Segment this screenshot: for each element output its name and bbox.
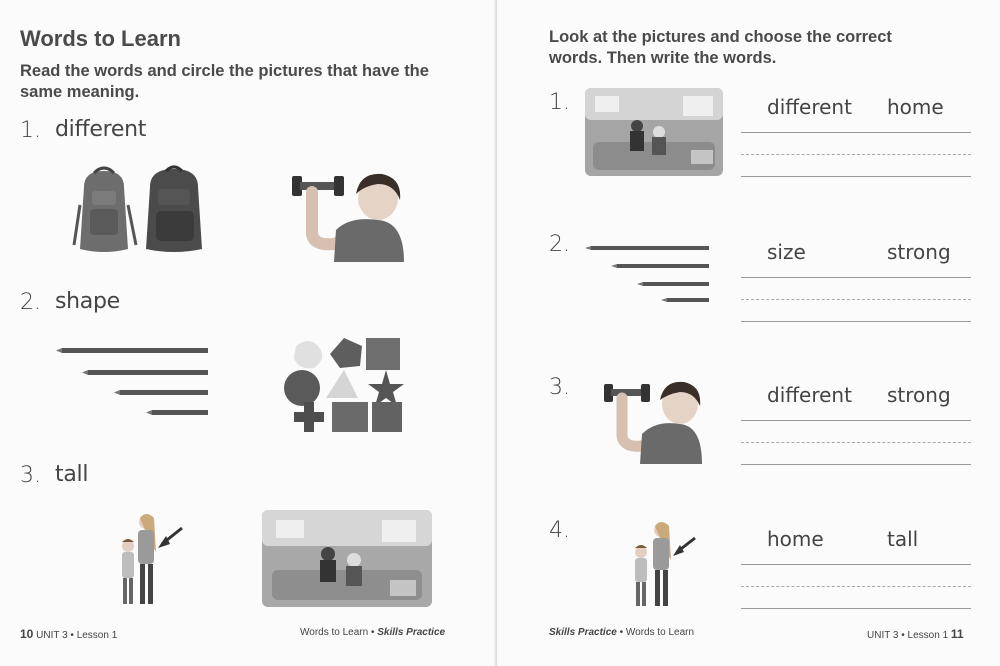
boy-dumbbell-picture[interactable]	[290, 170, 405, 262]
right-item-4-number: 4.	[549, 518, 570, 543]
right-item-3-writing-line-mid[interactable]	[741, 442, 971, 443]
pencils-icon	[56, 348, 208, 415]
right-item-3-choice-1: different	[767, 383, 852, 407]
right-item-2-writing-line-mid[interactable]	[741, 299, 971, 300]
right-item-1-number: 1.	[549, 90, 570, 115]
right-item-2-choice-1: size	[767, 240, 806, 264]
right-item-2-writing-line-top[interactable]	[741, 277, 971, 278]
left-unit-lesson: UNIT 3 • Lesson 1	[36, 630, 118, 641]
two-girls-icon	[635, 522, 671, 606]
left-book-name: Skills Practice	[377, 627, 446, 638]
left-instructions: Read the words and circle the pictures that have the same meaning.	[20, 62, 429, 101]
right-footer-unit	[867, 627, 964, 641]
item-1-word: different	[55, 117, 147, 142]
living-room-scene-icon	[585, 88, 723, 176]
foam-shapes-icon	[284, 338, 404, 432]
item-2-number: 2.	[20, 290, 41, 315]
dark-backpack-icon	[146, 167, 202, 252]
right-boy-dumbbell-picture[interactable]	[602, 378, 702, 464]
right-section-name: • Words to Learn	[619, 627, 695, 638]
shapes-picture[interactable]	[278, 336, 408, 436]
backpacks-picture[interactable]	[70, 165, 210, 257]
right-item-2-writing-line-bottom[interactable]	[741, 321, 971, 322]
right-instructions: Look at the pictures and choose the correct words. Then write the words.	[549, 28, 892, 67]
left-footer-section	[300, 627, 445, 638]
pencils-picture[interactable]	[52, 340, 214, 424]
right-girls-height-picture[interactable]	[625, 520, 705, 608]
right-item-2-number: 2.	[549, 232, 570, 257]
right-item-3-number: 3.	[549, 375, 570, 400]
item-3-number: 3.	[20, 463, 41, 488]
right-pencils-picture[interactable]	[583, 240, 713, 308]
right-item-1-writing-line-top[interactable]	[741, 132, 971, 133]
right-item-4-writing-line-top[interactable]	[741, 564, 971, 565]
boy-with-dumbbell-icon	[292, 174, 404, 262]
right-living-room-picture[interactable]	[585, 88, 723, 176]
right-page	[497, 0, 1000, 666]
boy-with-dumbbell-icon	[604, 382, 702, 464]
right-item-1-writing-line-bottom[interactable]	[741, 176, 971, 177]
right-item-4-writing-line-mid[interactable]	[741, 586, 971, 587]
arrow-icon	[673, 538, 695, 556]
right-page-number: 11	[950, 627, 964, 641]
living-room-scene-icon	[262, 510, 432, 607]
leather-backpack-icon	[74, 168, 136, 252]
right-book-name: Skills Practice	[549, 627, 617, 638]
arrow-icon	[158, 528, 182, 548]
right-item-4-choice-2: tall	[887, 527, 919, 551]
left-section-name: Words to Learn •	[300, 627, 375, 638]
right-item-1-choice-2: home	[887, 95, 944, 119]
item-1-number: 1.	[20, 118, 41, 143]
item-3-word: tall	[55, 462, 89, 487]
left-page	[0, 0, 497, 666]
right-item-3-choice-2: strong	[887, 383, 951, 407]
right-unit-lesson: UNIT 3 • Lesson 1	[867, 630, 949, 641]
right-footer-section	[549, 627, 694, 638]
right-item-3-writing-line-bottom[interactable]	[741, 464, 971, 465]
left-footer-unit	[20, 627, 117, 641]
right-item-4-writing-line-bottom[interactable]	[741, 608, 971, 609]
right-item-4-choice-1: home	[767, 527, 824, 551]
right-item-1-choice-1: different	[767, 95, 852, 119]
two-girls-icon	[122, 514, 156, 604]
left-page-number: 10	[20, 627, 34, 641]
page-title: Words to Learn	[20, 26, 181, 51]
pencils-icon	[585, 246, 709, 302]
right-item-1-writing-line-mid[interactable]	[741, 154, 971, 155]
girls-height-picture[interactable]	[110, 512, 190, 608]
right-item-3-writing-line-top[interactable]	[741, 420, 971, 421]
right-item-2-choice-2: strong	[887, 240, 951, 264]
living-room-picture[interactable]	[262, 510, 432, 607]
item-2-word: shape	[55, 289, 120, 314]
